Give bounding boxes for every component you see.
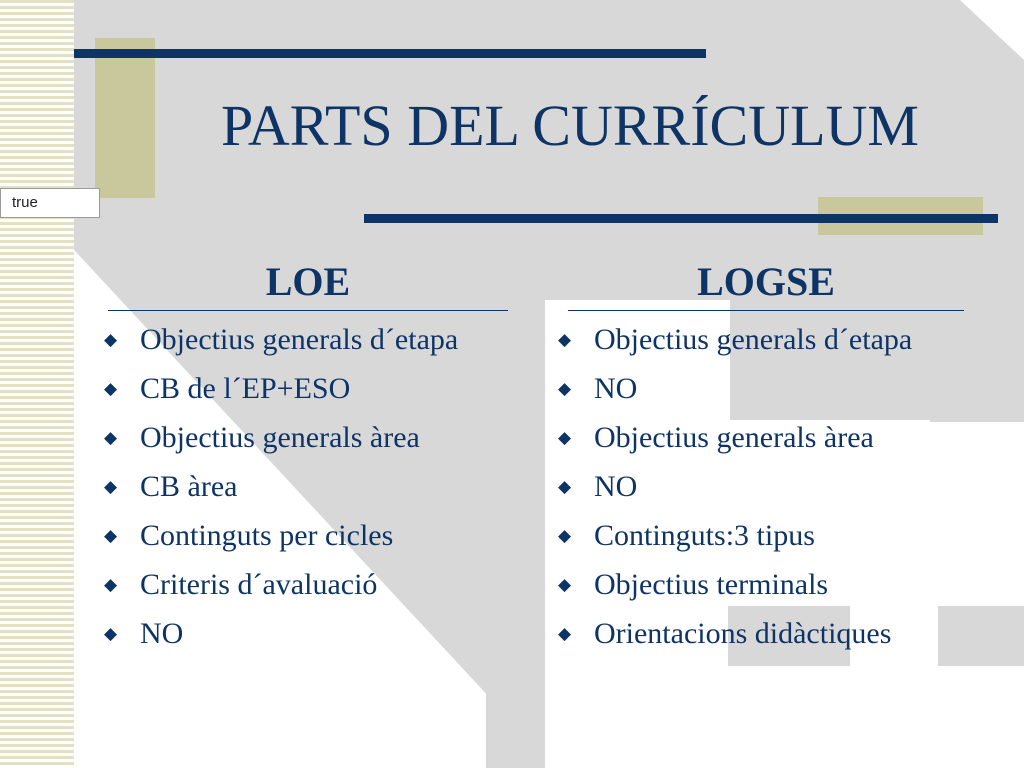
diamond-bullet-icon: ◆ — [558, 379, 572, 398]
column-heading-logse: LOGSE — [697, 259, 835, 304]
diamond-bullet-icon: ◆ — [558, 575, 572, 594]
list-item: ◆ NO — [558, 367, 912, 416]
title-rule-top — [72, 49, 706, 58]
column-rule-logse — [568, 310, 964, 311]
list-logse — [558, 318, 912, 661]
column-rule-loe — [108, 310, 508, 311]
diamond-bullet-icon: ◆ — [104, 477, 118, 496]
diamond-bullet-icon: ◆ — [104, 575, 118, 594]
gray-post-left — [486, 300, 545, 768]
list-item: ◆ NO — [104, 612, 458, 661]
list-item: ◆ CB de l´EP+ESO — [104, 367, 458, 416]
slide-title: PARTS DEL CURRÍCULUM — [220, 93, 919, 158]
list-item: ◆ Objectius generals àrea — [104, 416, 458, 465]
diamond-bullet-icon: ◆ — [104, 379, 118, 398]
list-item: ◆ Orientacions didàctiques — [558, 612, 912, 661]
list-item: ◆ Continguts per cicles — [104, 514, 458, 563]
diamond-bullet-icon: ◆ — [558, 526, 572, 545]
list-item: ◆ Objectius generals d´etapa — [104, 318, 458, 367]
diamond-bullet-icon: ◆ — [558, 477, 572, 496]
list-item: ◆ Objectius terminals — [558, 563, 912, 612]
diamond-bullet-icon: ◆ — [558, 624, 572, 643]
list-item: ◆ Objectius generals àrea — [558, 416, 912, 465]
list-item: ◆ NO — [558, 465, 912, 514]
list-item: ◆ CB àrea — [104, 465, 458, 514]
diamond-bullet-icon: ◆ — [558, 330, 572, 349]
list-item: ◆ Continguts:3 tipus — [558, 514, 912, 563]
list-item: ◆ Criteris d´avaluació — [104, 563, 458, 612]
gray-block-bottom-right — [938, 606, 1024, 666]
gray-block-right-top — [930, 362, 1024, 422]
diamond-bullet-icon: ◆ — [104, 624, 118, 643]
title-rule-bottom — [364, 214, 998, 223]
diamond-bullet-icon: ◆ — [104, 428, 118, 447]
list-loe — [104, 318, 458, 661]
diamond-bullet-icon: ◆ — [104, 526, 118, 545]
diamond-bullet-icon: ◆ — [558, 428, 572, 447]
value-tag: true — [0, 188, 100, 218]
diamond-bullet-icon: ◆ — [104, 330, 118, 349]
column-heading-loe: LOE — [265, 259, 351, 304]
striped-margin — [0, 0, 74, 768]
list-item: ◆ Objectius generals d´etapa — [558, 318, 912, 367]
